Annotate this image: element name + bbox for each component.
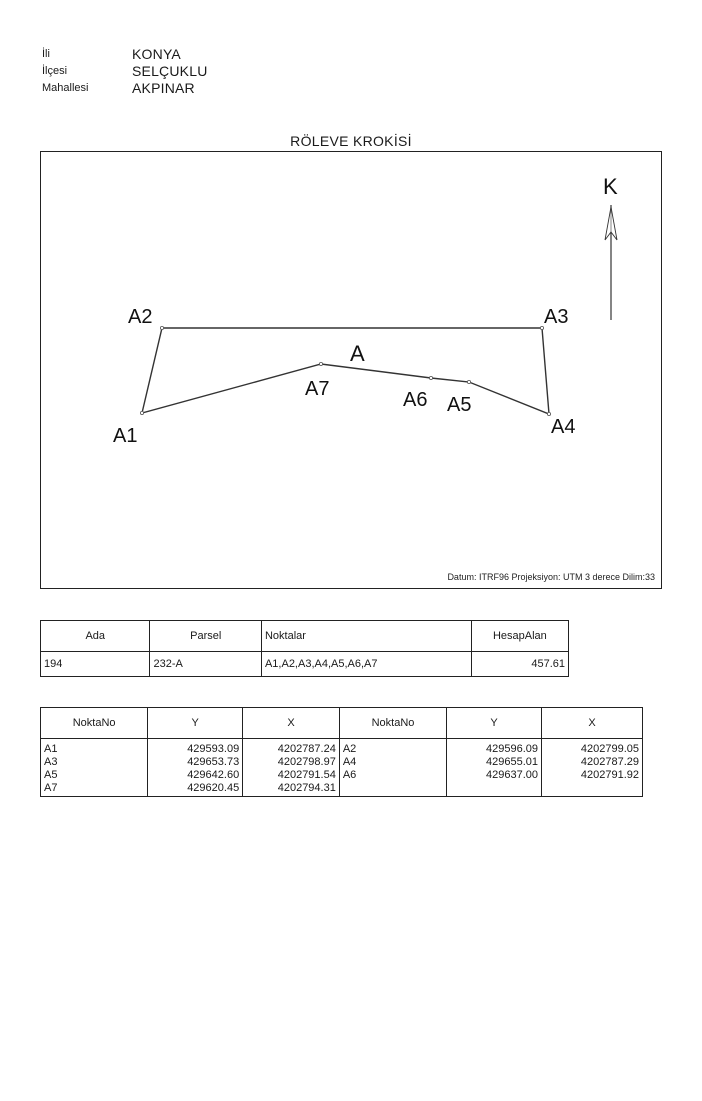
header-x-2: X <box>542 708 643 739</box>
point-label-a3: A3 <box>544 306 569 328</box>
vertex-a6 <box>429 376 432 379</box>
vertex-a7 <box>319 362 322 365</box>
info-label: İli <box>42 48 50 60</box>
coordinate-table <box>40 707 643 797</box>
info-label: Mahallesi <box>42 82 89 94</box>
parcel-label: A <box>350 341 365 366</box>
point-label-a2: A2 <box>128 306 153 328</box>
y-value: 429596.09 <box>486 743 539 755</box>
header-noktalar: Noktalar <box>261 621 471 652</box>
cell-ada: 194 <box>41 652 150 677</box>
y-value: 429637.00 <box>486 769 539 781</box>
vertex-a5 <box>467 380 470 383</box>
header-noktano-2: NoktaNo <box>339 708 446 739</box>
parcel-table <box>40 620 569 677</box>
cell-parsel: 232-A <box>150 652 261 677</box>
point-id: A6 <box>342 769 357 781</box>
header-y: Y <box>148 708 243 739</box>
coordinate-table-header <box>41 708 643 739</box>
parcel-table-header <box>41 621 569 652</box>
header-ada: Ada <box>41 621 150 652</box>
header-parsel: Parsel <box>150 621 261 652</box>
point-label-a7: A7 <box>305 378 330 400</box>
point-label-a1: A1 <box>113 425 138 447</box>
parcel-boundary <box>142 328 549 414</box>
point-label-a6: A6 <box>403 389 428 411</box>
point-label-a4: A4 <box>551 416 576 438</box>
header-y-2: Y <box>447 708 542 739</box>
parcel-table-row <box>41 652 569 677</box>
info-value: SELÇUKLU <box>132 63 208 79</box>
parcel-sketch <box>41 152 661 588</box>
x-value: 4202791.92 <box>580 769 639 781</box>
cell-noktalar: A1,A2,A3,A4,A5,A6,A7 <box>261 652 471 677</box>
point-id: A5 <box>44 769 58 781</box>
x-value: 4202787.24 <box>277 743 336 755</box>
right-x-column <box>542 739 643 797</box>
vertex-a1 <box>140 411 143 414</box>
info-value: KONYA <box>132 46 181 62</box>
left-x-column <box>243 739 340 797</box>
info-value: AKPINAR <box>132 80 195 96</box>
y-value: 429642.60 <box>187 769 240 781</box>
x-value: 4202791.54 <box>277 769 336 781</box>
point-label-a5: A5 <box>447 394 472 416</box>
point-id: A7 <box>44 782 58 794</box>
right-y-column <box>447 739 542 797</box>
x-value: 4202794.31 <box>277 782 336 794</box>
x-value: 4202798.97 <box>277 756 336 768</box>
header-hesapalan: HesapAlan <box>471 621 568 652</box>
north-label: K <box>603 174 618 199</box>
sketch-frame <box>40 151 662 589</box>
x-value: 4202787.29 <box>580 756 639 768</box>
x-value: 4202799.05 <box>580 743 639 755</box>
coordinate-table-body <box>41 739 643 797</box>
cell-hesapalan: 457.61 <box>471 652 568 677</box>
point-id: A1 <box>44 743 58 755</box>
header-x: X <box>243 708 340 739</box>
info-label: İlçesi <box>42 65 68 77</box>
vertex-a2 <box>160 326 163 329</box>
y-value: 429620.45 <box>187 782 240 794</box>
north-arrow-icon <box>605 205 617 320</box>
left-y-column <box>148 739 243 797</box>
sketch-title: RÖLEVE KROKİSİ <box>290 133 412 149</box>
y-value: 429653.73 <box>187 756 240 768</box>
header-noktano: NoktaNo <box>41 708 148 739</box>
point-id: A3 <box>44 756 58 768</box>
datum-note: Datum: ITRF96 Projeksiyon: UTM 3 derece Dilim:33 <box>447 572 655 582</box>
y-value: 429593.09 <box>187 743 240 755</box>
point-id: A4 <box>342 756 357 768</box>
left-noktano-column <box>41 739 148 797</box>
y-value: 429655.01 <box>486 756 539 768</box>
right-noktano-column <box>339 739 446 797</box>
point-id: A2 <box>342 743 357 755</box>
